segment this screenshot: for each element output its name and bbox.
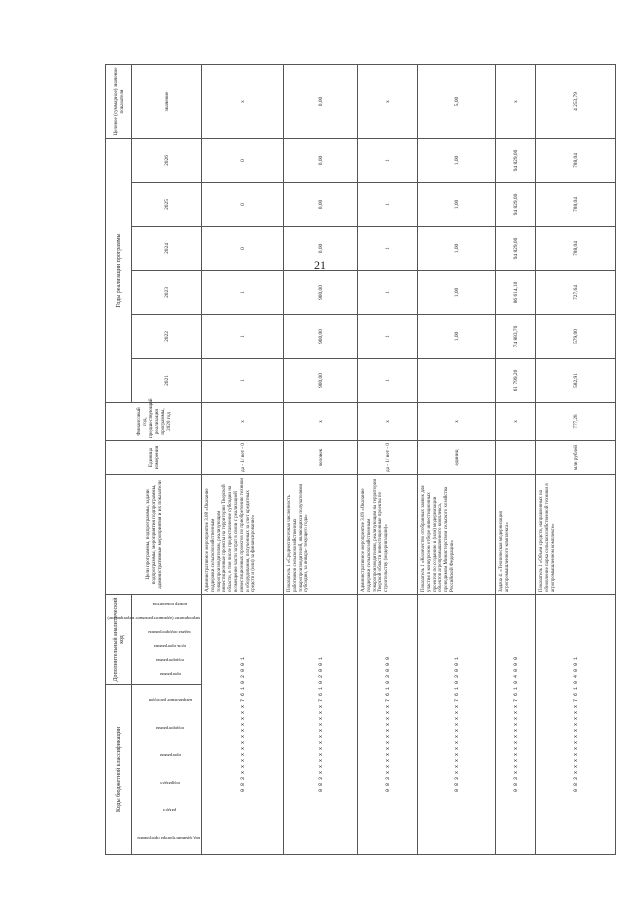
row-fin: 777,28 (536, 403, 616, 441)
table-row (358, 64, 418, 854)
row-y2026: 788,04 (536, 138, 616, 182)
row-y2026: 1 (358, 138, 418, 182)
row-unit (496, 441, 536, 475)
row-target: х (202, 64, 284, 138)
row-y2023: 1 (358, 271, 418, 315)
row-y2024: 0 (202, 227, 284, 271)
row-code: 0 8 3 х х х х х х х х х х х х 7 6 1 0 4 0 0 0 (496, 595, 536, 855)
row-fin: х (418, 403, 496, 441)
row-y2025: 1 (358, 183, 418, 227)
hdr-a-program: программа (158, 672, 181, 678)
row-y2021: 61 799,20 (496, 359, 536, 403)
hdr-podprogram: подпрограмма (155, 725, 184, 731)
row-y2025: 1,00 (418, 183, 496, 227)
row-y2022: 579,00 (536, 315, 616, 359)
row-y2022: 1 (358, 315, 418, 359)
header-kbk: Коды бюджетной классификации (106, 685, 132, 855)
row-y2024: 1,00 (418, 227, 496, 271)
header-kbk-cols (132, 685, 202, 855)
row-name: Административное мероприятие 3.08 «Оказание поддержки сельскохозяйственным товаропроизводителям, реализующим инвестиционные проекты на территории Тверской области, в том числе предоставление субсидии на возмещение части затрат в связи с реализацией инвестиционных проектов по приобретению техники и оборудования, полученных за счет кредитных средств и (или) за финансирование» (202, 475, 284, 595)
row-y2021 (418, 359, 496, 403)
row-y2024: 1 (358, 227, 418, 271)
row-y2025: 0 (202, 183, 284, 227)
row-y2025: 0,00 (284, 183, 358, 227)
header-years: Годы реализации программы (106, 138, 132, 402)
row-unit: млн рублей (536, 441, 616, 475)
row-code: 0 8 3 х х х х х х х х х х х х 7 6 1 0 4 0 0 1 (536, 595, 616, 855)
row-y2026: 94 829,00 (496, 138, 536, 182)
row-y2025: 788,04 (536, 183, 616, 227)
row-unit: да - 1/ нет - 0 (202, 441, 284, 475)
table-row (202, 64, 284, 854)
header-year-2021: 2021 (132, 359, 202, 403)
hdr-a-zadacha: задача подпрограммы (148, 629, 191, 635)
header-fin-year: Финансовый год, предшествующий реализации программы, 2020 год (106, 403, 202, 441)
row-target: 4 253,79 (536, 64, 616, 138)
row-y2022: 74 883,70 (496, 315, 536, 359)
hdr-razdel: раздел (163, 808, 176, 814)
row-y2024: 94 829,00 (496, 227, 536, 271)
row-y2022: 1,00 (418, 315, 496, 359)
header-year-2025: 2025 (132, 183, 202, 227)
hdr-program: программа (158, 753, 181, 759)
row-y2022: 1 (202, 315, 284, 359)
hdr-a-podprogram: подпрограмма (155, 658, 184, 664)
row-y2026: 0,00 (284, 138, 358, 182)
row-y2021: 1 (358, 359, 418, 403)
row-code: 0 8 3 х х х х х х х х х х х х 7 6 1 0 3 0 0 1 (418, 595, 496, 855)
hdr-a-nomer: номер показателя (152, 601, 187, 607)
row-y2021: 582,91 (536, 359, 616, 403)
hdr-a-cel: цель программы (153, 644, 186, 650)
row-target: х (358, 64, 418, 138)
table-row (496, 64, 536, 854)
header-unit: Единица измерения (106, 441, 202, 475)
row-unit: человек (284, 441, 358, 475)
row-fin: х (284, 403, 358, 441)
row-name: Показатель 1 «Количество отобранных заявок для участия в конкурсном отборе инвестиционных проектов по созданию и (или) модернизации объектов агропромышленного комплекса, проводимом Министерством сельского хозяйства Российской Федерации» (418, 475, 496, 595)
hdr-adm: код администратора программы (136, 835, 200, 841)
row-y2023: 900,00 (284, 271, 358, 315)
row-y2022: 900,00 (284, 315, 358, 359)
row-fin: х (496, 403, 536, 441)
row-code: 0 8 3 х х х х х х х х х х х х 7 6 1 0 2 0 0 1 (202, 595, 284, 855)
row-y2023: 727,64 (536, 271, 616, 315)
row-code: 0 8 3 х х х х х х х х х х х х 7 6 1 0 2 0 0 1 (284, 595, 358, 855)
row-target: х (496, 64, 536, 138)
header-year-2022: 2022 (132, 315, 202, 359)
row-y2026: 1,00 (418, 138, 496, 182)
page-number: 21 (314, 258, 326, 272)
header-name: Цели программы, подпрограммы, задачи подпрограммы, мероприятия подпрограммы, административные мероприятия и их показатели (106, 475, 202, 595)
row-y2021: 1 (202, 359, 284, 403)
row-y2023: 1,00 (418, 271, 496, 315)
row-code: 0 8 3 х х х х х х х х х х х х 7 6 1 0 3 0 0 9 (358, 595, 418, 855)
row-target: 5,00 (418, 64, 496, 138)
row-name: Задача 4. «Техническая модернизация агропромышленного комплекса» (496, 475, 536, 595)
header-target-value: значение (132, 64, 202, 138)
table-row (536, 64, 616, 854)
row-y2024: 788,04 (536, 227, 616, 271)
table-row (284, 64, 358, 854)
row-name: Административное мероприятие 3.09 «Оказание поддержки сельскохозяйственным товаропроизводителям, реализующим на территории Тверской области инвестиционные проекты по строительству (модернизации)» (358, 475, 418, 595)
hdr-a-meropr: мероприятие (административное мероприятие) (106, 615, 200, 621)
row-fin: х (358, 403, 418, 441)
row-name: Показатель 1 «Объем средств, направленных на обновление парка сельскохозяйственной техники в агропромышленном комплексе» (536, 475, 616, 595)
row-y2023: 86 614,10 (496, 271, 536, 315)
row-unit: единиц (418, 441, 496, 475)
row-y2024: 0,00 (284, 227, 358, 271)
row-y2026: 0 (202, 138, 284, 182)
hdr-napravl: направление расходов (147, 698, 192, 704)
row-unit: да - 1/ нет - 0 (358, 441, 418, 475)
header-year-2024: 2024 (132, 227, 202, 271)
row-y2025: 94 829,00 (496, 183, 536, 227)
program-indicators-table (105, 64, 616, 855)
table-row (418, 64, 496, 854)
header-analytic: Дополнительный аналитический код (106, 595, 132, 685)
header-year-2023: 2023 (132, 271, 202, 315)
header-year-2026: 2026 (132, 138, 202, 182)
header-target: Целевое (суммарное) значение показателя (106, 64, 132, 138)
row-fin: х (202, 403, 284, 441)
row-y2021: 900,00 (284, 359, 358, 403)
hdr-podrazdel: подраздел (159, 780, 180, 786)
row-target: 0,00 (284, 64, 358, 138)
row-y2023: 1 (202, 271, 284, 315)
rotated-table-sheet (105, 65, 615, 855)
row-name: Показатель 1 «Среднесписочная численность работников сельскохозяйственных товаропроизводителей, являющихся получателями субсидии, за январь- текущего года» (284, 475, 358, 595)
